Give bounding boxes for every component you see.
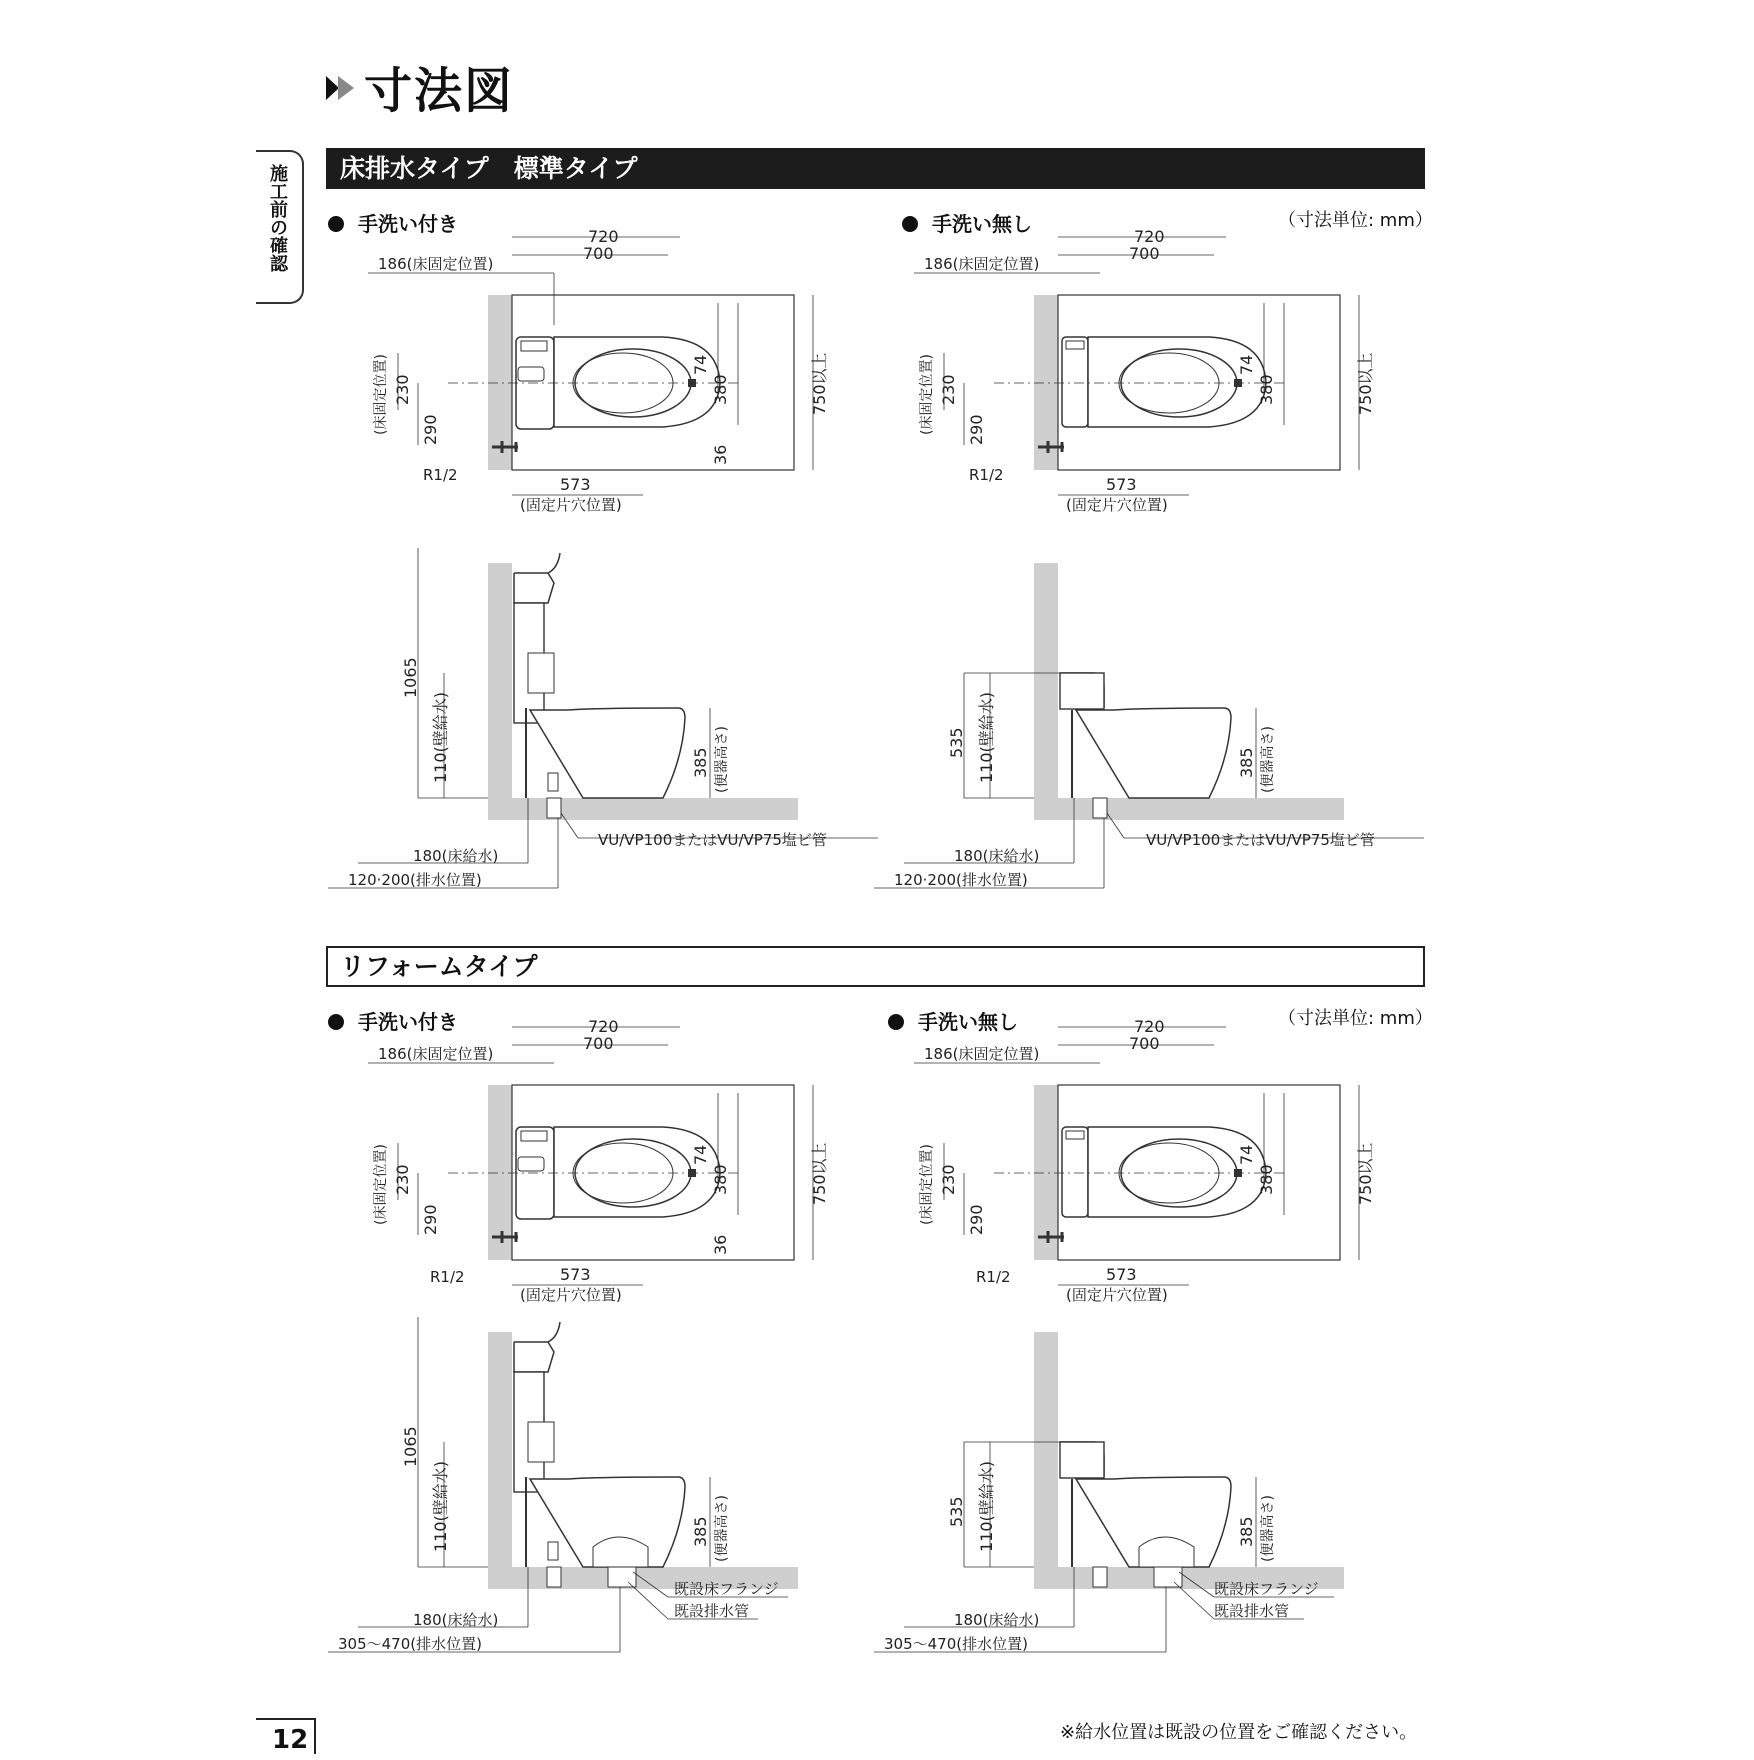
dim-fix-label: (床固定位置): [919, 1144, 935, 1225]
dim-1065: 1065: [401, 1426, 420, 1467]
side-tab-label: 施工前の確認: [267, 164, 288, 272]
dim-flange: 既設床フランジ: [674, 1580, 779, 1598]
dim-r12: R1/2: [423, 466, 458, 484]
dim-bowl-height: (便器高さ): [714, 726, 730, 793]
dim-drainpipe: 既設排水管: [674, 1602, 750, 1620]
dim-385: 385: [691, 1516, 710, 1547]
subheading-with-basin-2: 手洗い付き: [328, 1006, 458, 1035]
dim-700: 700: [583, 244, 614, 263]
dim-290: 290: [967, 414, 986, 445]
section-heading-floor-drain: 床排水タイプ 標準タイプ: [326, 148, 1425, 189]
dim-230: 230: [393, 374, 412, 405]
dim-74: 74: [691, 1144, 710, 1165]
dim-floor-supply: 180(床給水): [413, 1611, 499, 1629]
dim-720: 720: [588, 227, 619, 246]
plan-view-reform-basin: [368, 1017, 829, 1304]
dim-hole: (固定片穴位置): [1066, 496, 1168, 514]
dim-186: 186(床固定位置): [924, 1045, 1040, 1063]
section-heading-reform: リフォームタイプ: [326, 946, 1425, 987]
dim-750: 750以上: [1356, 352, 1375, 415]
page-number: 12: [256, 1718, 316, 1754]
dim-186: 186(床固定位置): [378, 255, 494, 273]
dim-74: 74: [1237, 354, 1256, 375]
dim-floor-supply: 180(床給水): [954, 847, 1040, 865]
dim-230: 230: [393, 1164, 412, 1195]
dim-36: 36: [711, 1234, 730, 1255]
dim-hole: (固定片穴位置): [1066, 1286, 1168, 1304]
dim-186: 186(床固定位置): [378, 1045, 494, 1063]
dim-720: 720: [1134, 1017, 1165, 1036]
dim-535: 535: [947, 727, 966, 758]
dim-380: 380: [1257, 374, 1276, 405]
dim-750: 750以上: [810, 1142, 829, 1205]
dim-380: 380: [711, 374, 730, 405]
dim-74: 74: [691, 354, 710, 375]
dim-573: 573: [1106, 475, 1137, 494]
dim-573: 573: [1106, 1265, 1137, 1284]
dim-385: 385: [1237, 747, 1256, 778]
dim-573: 573: [560, 1265, 591, 1284]
dim-flange: 既設床フランジ: [1214, 1580, 1319, 1598]
dim-pipe: VU/VP100またはVU/VP75塩ビ管: [598, 831, 827, 849]
dim-230: 230: [939, 1164, 958, 1195]
dim-110: 110(壁給水): [977, 691, 996, 783]
dim-hole: (固定片穴位置): [520, 1286, 622, 1304]
page-title: 寸法図: [364, 63, 515, 119]
footnote: ※給水位置は既設の位置をご確認ください。: [1060, 1722, 1418, 1743]
dim-750: 750以上: [1356, 1142, 1375, 1205]
dim-110: 110(壁給水): [977, 1460, 996, 1552]
dim-720: 720: [588, 1017, 619, 1036]
unit-note-1: （寸法単位: mm）: [1278, 210, 1433, 231]
dim-535: 535: [947, 1496, 966, 1527]
dim-36: 36: [711, 444, 730, 465]
dim-fix-label: (床固定位置): [373, 354, 389, 435]
dim-hole: (固定片穴位置): [520, 496, 622, 514]
dim-drain: 120·200(排水位置): [894, 871, 1028, 889]
dim-290: 290: [421, 414, 440, 445]
dim-290: 290: [967, 1204, 986, 1235]
dim-pipe: VU/VP100またはVU/VP75塩ビ管: [1146, 831, 1375, 849]
dim-r12: R1/2: [976, 1268, 1011, 1286]
unit-note-2: （寸法単位: mm）: [1278, 1008, 1433, 1029]
elevation-reform-plain: [874, 1332, 1344, 1653]
plan-view-standard-plain: [914, 227, 1375, 514]
dim-110: 110(壁給水): [431, 1460, 450, 1552]
dim-700: 700: [583, 1034, 614, 1053]
dim-74: 74: [1237, 1144, 1256, 1165]
dim-fix-label: (床固定位置): [373, 1144, 389, 1225]
dim-drain: 305〜470(排水位置): [338, 1635, 482, 1653]
dim-drainpipe: 既設排水管: [1214, 1602, 1290, 1620]
dim-bowl-height: (便器高さ): [1260, 726, 1276, 793]
dim-700: 700: [1129, 1034, 1160, 1053]
dim-fix-label: (床固定位置): [919, 354, 935, 435]
dim-380: 380: [711, 1164, 730, 1195]
dim-385: 385: [1237, 1516, 1256, 1547]
dim-floor-supply: 180(床給水): [954, 1611, 1040, 1629]
dim-floor-supply: 180(床給水): [413, 847, 499, 865]
elevation-standard-plain: [874, 563, 1424, 889]
subheading-with-basin-1: 手洗い付き: [328, 208, 458, 237]
dim-750: 750以上: [810, 352, 829, 415]
dim-bowl-height: (便器高さ): [1260, 1495, 1276, 1562]
dim-230: 230: [939, 374, 958, 405]
plan-view-standard-basin: [368, 227, 829, 514]
dim-290: 290: [421, 1204, 440, 1235]
dim-380: 380: [1257, 1164, 1276, 1195]
dim-r12: R1/2: [430, 1268, 465, 1286]
dim-186: 186(床固定位置): [924, 255, 1040, 273]
dim-720: 720: [1134, 227, 1165, 246]
dim-573: 573: [560, 475, 591, 494]
elevation-standard-basin: [328, 548, 878, 889]
subheading-without-basin-1: 手洗い無し: [902, 208, 1032, 237]
dim-110: 110(壁給水): [431, 691, 450, 783]
elevation-reform-basin: [328, 1317, 798, 1653]
dim-385: 385: [691, 747, 710, 778]
dim-bowl-height: (便器高さ): [714, 1495, 730, 1562]
dim-drain: 305〜470(排水位置): [884, 1635, 1028, 1653]
dim-r12: R1/2: [969, 466, 1004, 484]
dim-drain: 120·200(排水位置): [348, 871, 482, 889]
subheading-without-basin-2: 手洗い無し: [888, 1006, 1018, 1035]
dim-700: 700: [1129, 244, 1160, 263]
dim-1065: 1065: [401, 657, 420, 698]
plan-view-reform-plain: [914, 1017, 1375, 1304]
